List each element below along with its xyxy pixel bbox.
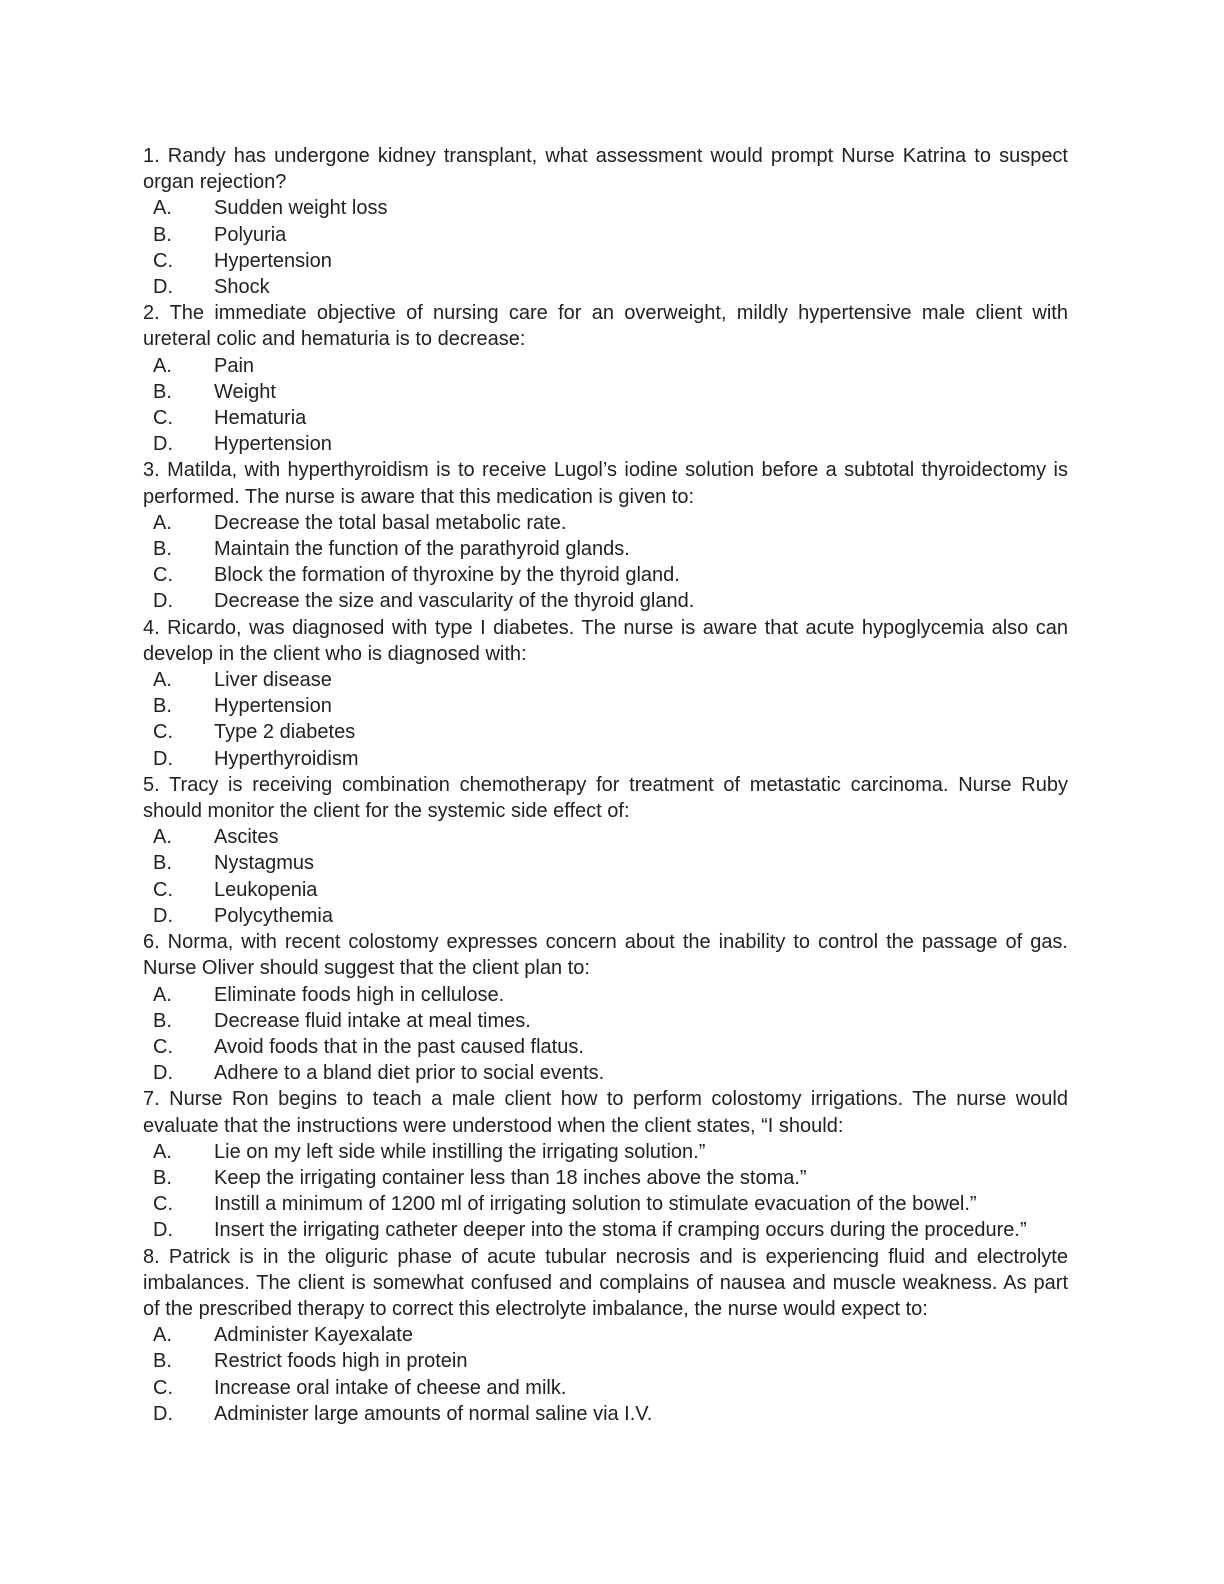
question-stem: 5. Tracy is receiving combination chemotherapy for treatment of metastatic carcinoma. Nurse Ruby should monitor the client for the systemic side effect of:	[143, 773, 1068, 823]
option-letter: B.	[153, 1166, 172, 1189]
question-stem: 6. Norma, with recent colostomy expresses concern about the inability to control the passage of gas. Nurse Oliver should suggest that the client plan to:	[143, 931, 1068, 980]
option-text: Ascites	[214, 826, 279, 849]
option-letter: B.	[153, 380, 172, 403]
option-letter: D.	[153, 276, 173, 299]
option-a	[143, 1322, 1068, 1348]
question-stem: 8. Patrick is in the oliguric phase of acute tubular necrosis and is experiencing fluid and electrolyte imbalances. The client is somewhat confused and complains of nausea and muscle weakness. As part of the prescribed therapy to correct this electrolyte imbalance, the nurse would expect to:	[143, 1245, 1068, 1320]
option-letter: C.	[153, 1193, 173, 1216]
option-text: Weight	[214, 380, 276, 403]
question-3	[143, 457, 1068, 614]
option-text: Hypertension	[214, 695, 332, 718]
option-letter: A.	[153, 983, 172, 1006]
question-4	[143, 615, 1068, 772]
option-letter: A.	[153, 1324, 172, 1347]
option-letter: C.	[153, 1035, 173, 1058]
option-c	[143, 1034, 1068, 1060]
option-letter: D.	[153, 904, 173, 927]
option-text: Leukopenia	[214, 878, 318, 901]
question-2	[143, 300, 1068, 457]
option-a	[143, 824, 1068, 850]
option-list	[143, 667, 1068, 772]
option-text: Nystagmus	[214, 852, 315, 875]
option-letter: C.	[153, 878, 173, 901]
option-a	[143, 510, 1068, 536]
option-text: Block the formation of thyroxine by the thyroid gland.	[214, 564, 680, 587]
question-list	[143, 143, 1068, 1427]
option-d	[143, 588, 1068, 614]
option-letter: C.	[153, 249, 173, 272]
option-letter: C.	[153, 1376, 173, 1399]
option-list	[143, 982, 1068, 1087]
question-stem: 7. Nurse Ron begins to teach a male client how to perform colostomy irrigations. The nurse would evaluate that the instructions were understood when the client states, “I should:	[143, 1088, 1068, 1137]
question-5	[143, 772, 1068, 929]
question-stem: 4. Ricardo, was diagnosed with type I diabetes. The nurse is aware that acute hypoglycemia also can develop in the client who is diagnosed with:	[143, 616, 1068, 665]
option-text: Polycythemia	[214, 904, 333, 927]
option-list	[143, 824, 1068, 929]
option-letter: A.	[153, 1140, 172, 1163]
option-text: Administer Kayexalate	[214, 1324, 413, 1347]
option-text: Hypertension	[214, 433, 332, 456]
option-a	[143, 982, 1068, 1008]
option-letter: D.	[153, 433, 173, 456]
option-letter: B.	[153, 695, 172, 718]
option-text: Type 2 diabetes	[214, 721, 356, 744]
question-stem: 2. The immediate objective of nursing care for an overweight, mildly hypertensive male client with ureteral colic and hematuria is to decrease:	[143, 302, 1068, 351]
option-letter: D.	[153, 1062, 173, 1085]
option-text: Polyuria	[214, 223, 287, 246]
option-text: Keep the irrigating container less than 18 inches above the stoma.”	[214, 1166, 807, 1189]
question-stem: 1. Randy has undergone kidney transplant, what assessment would prompt Nurse Katrina to suspect organ rejection?	[143, 145, 1068, 194]
option-b	[143, 536, 1068, 562]
option-d	[143, 1401, 1068, 1427]
option-c	[143, 248, 1068, 274]
option-b	[143, 693, 1068, 719]
option-letter: B.	[153, 223, 172, 246]
option-text: Maintain the function of the parathyroid glands.	[214, 538, 630, 561]
option-c	[143, 1191, 1068, 1217]
option-c	[143, 1375, 1068, 1401]
option-a	[143, 195, 1068, 221]
option-text: Administer large amounts of normal saline via I.V.	[214, 1402, 653, 1425]
option-a	[143, 667, 1068, 693]
option-b	[143, 850, 1068, 876]
option-text: Insert the irrigating catheter deeper into the stoma if cramping occurs during the procedure.”	[214, 1219, 1027, 1242]
option-a	[143, 1139, 1068, 1165]
option-letter: D.	[153, 1219, 173, 1242]
option-letter: A.	[153, 511, 172, 534]
option-b	[143, 1165, 1068, 1191]
question-8	[143, 1244, 1068, 1427]
option-letter: A.	[153, 197, 172, 220]
option-list	[143, 353, 1068, 458]
option-text: Hyperthyroidism	[214, 747, 359, 770]
option-letter: A.	[153, 826, 172, 849]
option-c	[143, 405, 1068, 431]
option-letter: D.	[153, 747, 173, 770]
option-text: Decrease the size and vascularity of the thyroid gland.	[214, 590, 695, 613]
option-text: Decrease fluid intake at meal times.	[214, 1009, 531, 1032]
option-text: Sudden weight loss	[214, 197, 388, 220]
option-c	[143, 562, 1068, 588]
option-text: Instill a minimum of 1200 ml of irrigating solution to stimulate evacuation of the bowel.”	[214, 1193, 977, 1216]
option-list	[143, 1139, 1068, 1244]
question-stem: 3. Matilda, with hyperthyroidism is to receive Lugol’s iodine solution before a subtotal thyroidectomy is performed. The nurse is aware that this medication is given to:	[143, 459, 1068, 508]
option-d	[143, 1217, 1068, 1243]
option-letter: C.	[153, 564, 173, 587]
option-letter: D.	[153, 1402, 173, 1425]
option-letter: B.	[153, 538, 172, 561]
option-text: Hypertension	[214, 249, 332, 272]
option-letter: C.	[153, 407, 173, 430]
option-a	[143, 353, 1068, 379]
option-list	[143, 510, 1068, 615]
option-b	[143, 1348, 1068, 1374]
option-letter: A.	[153, 354, 172, 377]
option-letter: D.	[153, 590, 173, 613]
option-d	[143, 274, 1068, 300]
option-d	[143, 746, 1068, 772]
option-text: Increase oral intake of cheese and milk.	[214, 1376, 567, 1399]
question-1	[143, 143, 1068, 300]
option-text: Adhere to a bland diet prior to social events.	[214, 1062, 605, 1085]
option-text: Eliminate foods high in cellulose.	[214, 983, 505, 1006]
option-b	[143, 222, 1068, 248]
question-7	[143, 1086, 1068, 1243]
option-letter: B.	[153, 852, 172, 875]
option-text: Hematuria	[214, 407, 307, 430]
option-text: Avoid foods that in the past caused flatus.	[214, 1035, 584, 1058]
option-c	[143, 719, 1068, 745]
option-b	[143, 1008, 1068, 1034]
option-letter: B.	[153, 1009, 172, 1032]
option-d	[143, 431, 1068, 457]
option-c	[143, 877, 1068, 903]
question-6	[143, 929, 1068, 1086]
option-letter: B.	[153, 1350, 172, 1373]
option-d	[143, 903, 1068, 929]
option-letter: A.	[153, 669, 172, 692]
option-letter: C.	[153, 721, 173, 744]
option-text: Decrease the total basal metabolic rate.	[214, 511, 567, 534]
option-text: Restrict foods high in protein	[214, 1350, 468, 1373]
option-text: Lie on my left side while instilling the irrigating solution.”	[214, 1140, 706, 1163]
option-text: Pain	[214, 354, 255, 377]
option-list	[143, 1322, 1068, 1427]
option-d	[143, 1060, 1068, 1086]
option-list	[143, 195, 1068, 300]
option-b	[143, 379, 1068, 405]
option-text: Liver disease	[214, 669, 332, 692]
option-text: Shock	[214, 276, 270, 299]
